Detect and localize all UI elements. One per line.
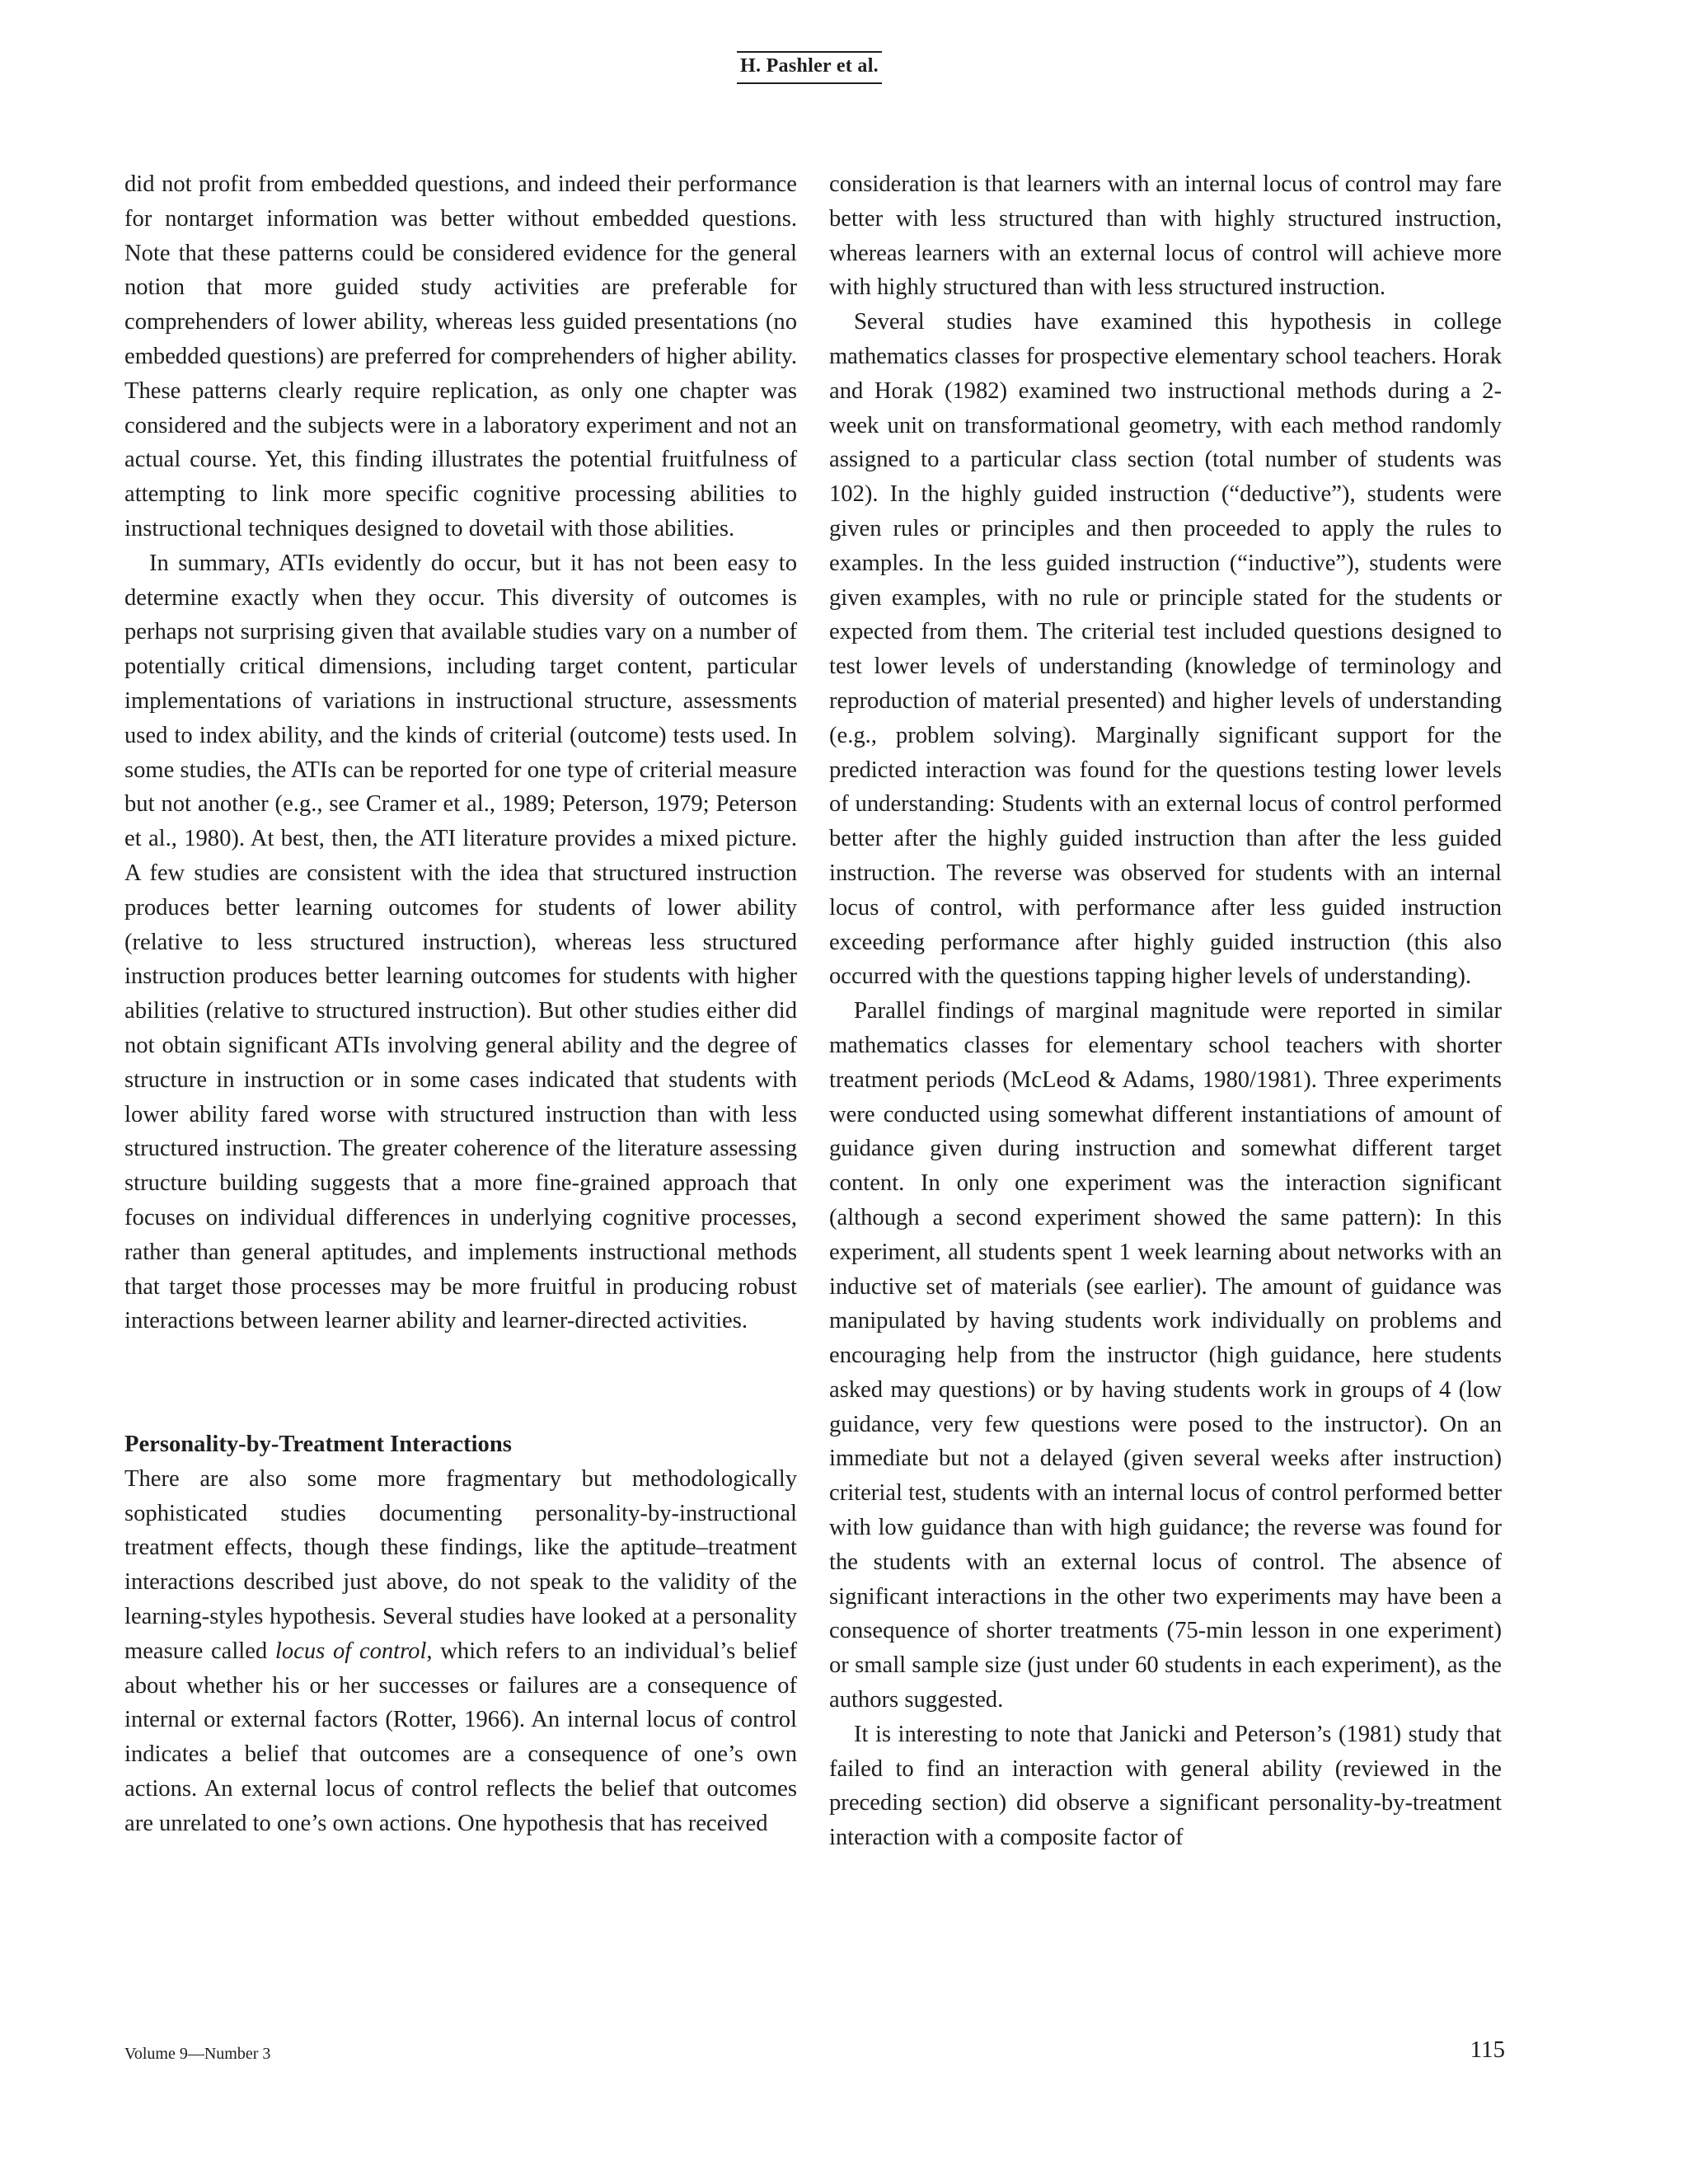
running-head: H. Pashler et al. [737, 51, 882, 84]
footer-volume: Volume 9—Number 3 [124, 2045, 271, 2063]
paragraph: In summary, ATIs evidently do occur, but it has not been easy to determine exactly when they occur. This diversity of outcomes is perhaps not surprising given that available studies vary on a number of potentially critical dimensions, including target content, particular implementations of variations in instructional structure, assessments used to index ability, and the kinds of criterial (outcome) tests used. In some studies, the ATIs can be reported for one type of criterial measure but not another (e.g., see Cramer et al., 1989; Peterson, 1979; Peterson et al., 1980). At best, then, the ATI literature provides a mixed picture. A few studies are consistent with the idea that structured instruction produces better learning outcomes for students of lower ability (relative to less structured instruction), whereas less structured instruction produces better learning outcomes for students with higher abilities (relative to structured instruction). But other studies either did not obtain significant ATIs involving general ability and the degree of structure in instruction or in some cases indicated that students with lower ability fared worse with structured instruction than with less structured instruction. The greater coherence of the literature assessing structure building suggests that a more fine-grained approach that focuses on individual differences in underlying cognitive processes, rather than general aptitudes, and implements instructional methods that target those processes may be more fruitful in producing robust interactions between learner ability and learner-directed activities. [124, 550, 797, 1334]
paragraph-text: There are also some more fragmentary but methodologically sophisticated studies documenting personality-by-instructional treatment effects, though these findings, like the aptitude–treatment interactions described just above, do not speak to the validity of the learning-styles hypothesis. Several studies have looked at a personality measure called [124, 1465, 797, 1664]
paragraph [124, 1462, 797, 1841]
page-number: 115 [1470, 2036, 1505, 2063]
paragraph: did not profit from embedded questions, and indeed their performance for nontarget information was better without embedded questions. Note that these patterns could be considered evidence for the general notion that more guided study activities are preferable for comprehenders of lower ability, whereas less guided presentations (no embedded questions) are preferred for comprehenders of higher ability. These patterns clearly require replication, as only one chapter was considered and the subjects were in a laboratory experiment and not an actual course. Yet, this finding illustrates the potential fruitfulness of attempting to link more specific cognitive processing abilities to instructional techniques designed to dovetail with those abilities. [124, 171, 797, 541]
paragraph-text: , which refers to an individual’s belief about whether his or her successes or failures are a consequence of internal or external factors (Rotter, 1966). An internal locus of control indicates a belief that outcomes are a consequence of one’s own actions. An external locus of control reflects the belief that outcomes are unrelated to one’s own actions. One hypothesis that has received [124, 1638, 797, 1836]
paragraph: Several studies have examined this hypothesis in college mathematics classes for prospective elementary school teachers. Horak and Horak (1982) examined two instructional methods during a 2-week unit on transformational geometry, with each method randomly assigned to a particular class section (total number of students was 102). In the highly guided instruction (“deductive”), students were given rules or principles and then proceeded to apply the rules to examples. In the less guided instruction (“inductive”), students were given examples, with no rule or principle stated for the students or expected from them. The criterial test included questions designed to test lower levels of understanding (knowledge of terminology and reproduction of material presented) and higher levels of understanding (e.g., problem solving). Marginally significant support for the predicted interaction was found for the questions testing lower levels of understanding: Students with an external locus of control performed better after the highly guided instruction than after the less guided instruction. The reverse was observed for students with an internal locus of control, with performance after less guided instruction exceeding performance after highly guided instruction (this also occurred with the questions tapping higher levels of understanding). [829, 309, 1502, 990]
left-column [124, 167, 797, 1841]
paragraph: It is interesting to note that Janicki and Peterson’s (1981) study that failed to find an interaction with general ability (reviewed in the preceding section) did observe a significant personality-by-treatment interaction with a composite factor of [829, 1721, 1502, 1851]
emphasis-term: locus of control [274, 1638, 427, 1664]
right-column [829, 167, 1502, 1855]
paragraph: consideration is that learners with an internal locus of control may fare better with less structured than with highly structured instruction, whereas learners with an external locus of control will achieve more with highly structured than with less structured instruction. [829, 171, 1502, 301]
section-heading: Personality-by-Treatment Interactions [124, 1432, 512, 1458]
paragraph: Parallel findings of marginal magnitude were reported in similar mathematics classes for elementary school teachers with shorter treatment periods (McLeod & Adams, 1980/1981). Three experiments were conducted using somewhat different instantiations of amount of guidance given during instruction and somewhat different target content. In only one experiment was the interaction significant (although a second experiment showed the same pattern): In this experiment, all students spent 1 week learning about networks with an inductive set of materials (see earlier). The amount of guidance was manipulated by having students work individually on problems and encouraging help from the instructor (high guidance, here students asked may questions) or by having students work in groups of 4 (low guidance, very few questions were posed to the instructor). On an immediate but not a delayed (given several weeks after instruction) criterial test, students with an internal locus of control performed better with low guidance than with high guidance; the reverse was found for the students with an external locus of control. The absence of significant interactions in the other two experiments may have been a consequence of shorter treatments (75-min lesson in one experiment) or small sample size (just under 60 students in each experiment), as the authors suggested. [829, 998, 1502, 1713]
